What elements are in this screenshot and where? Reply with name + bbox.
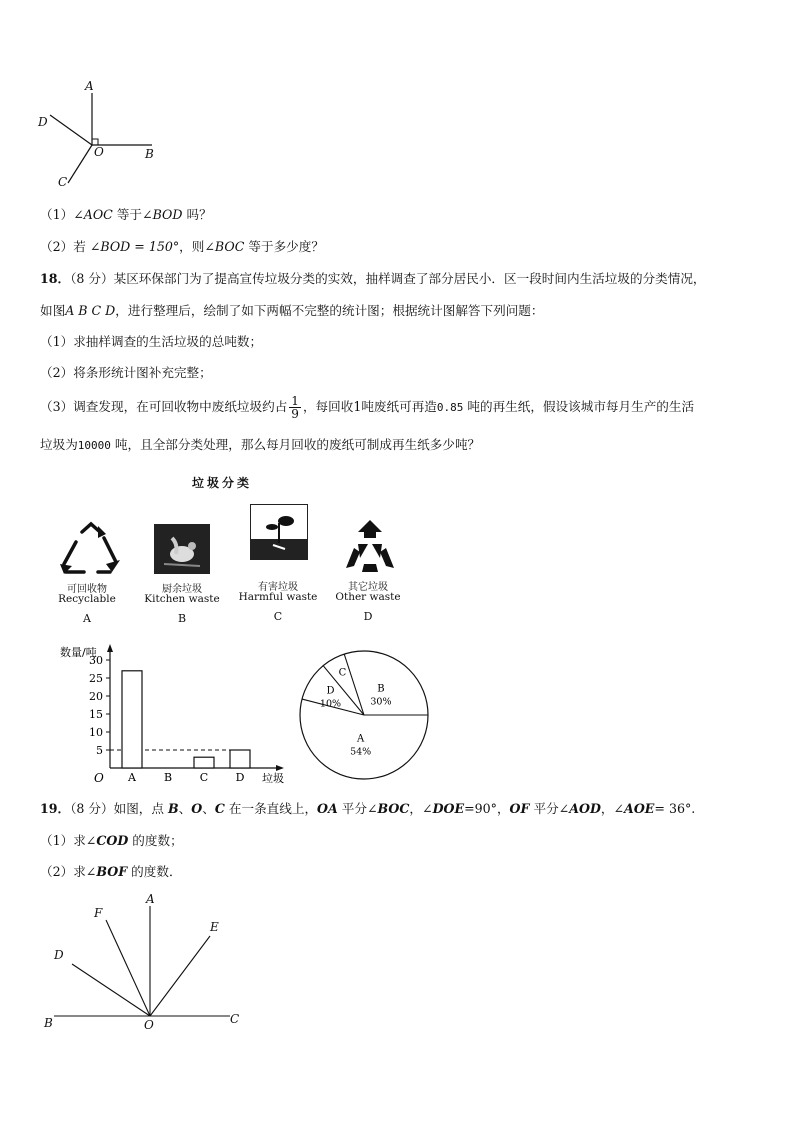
q18-sub3 bbox=[40, 393, 694, 422]
q19-sub1-a: （1）求∠ bbox=[40, 833, 97, 848]
y-axis-title: 数量/吨 bbox=[60, 646, 97, 659]
category-d-en: Other waste bbox=[335, 591, 401, 603]
y-axis-arrow bbox=[107, 644, 113, 652]
fig19-label-o: O bbox=[144, 1018, 154, 1032]
q18-line2-b: ，进行整理后，绘制了如下两幅不完整的统计图；根据统计图解答下列问题： bbox=[115, 303, 544, 318]
origin-label: O bbox=[94, 771, 104, 785]
q18-sub3-b: ，每回收1吨废纸可再造 bbox=[302, 399, 437, 414]
q17-sub2-suffix: 等于多少度？ bbox=[244, 239, 324, 254]
bar-D bbox=[230, 750, 250, 768]
q19-stem-j: BOC bbox=[377, 801, 410, 816]
q19-sub1-b: COD bbox=[96, 833, 129, 848]
fig19-label-d: D bbox=[54, 948, 64, 962]
q17-sub1-suffix: 吗？ bbox=[182, 207, 212, 222]
x-tick-label: D bbox=[235, 771, 245, 784]
q19-stem-p: AOD bbox=[569, 801, 601, 816]
q18-sub2 bbox=[40, 364, 212, 382]
category-b-en: Kitchen waste bbox=[144, 593, 220, 605]
q19-stem-m: =90°， bbox=[464, 801, 510, 816]
q19-stem-i: 平分∠ bbox=[337, 801, 378, 816]
q19-stem-o: 平分∠ bbox=[529, 801, 570, 816]
category-c-en: Harmful waste bbox=[238, 591, 318, 603]
q18-sub1-text: （1）求抽样调查的生活垃圾的总吨数； bbox=[40, 334, 263, 349]
q17-sub1 bbox=[40, 206, 212, 224]
label-c: C bbox=[58, 175, 68, 189]
category-b-letter: B bbox=[177, 612, 187, 625]
x-tick-label: B bbox=[163, 771, 173, 784]
q19-sub1 bbox=[40, 832, 183, 850]
slice-value-D: 10% bbox=[319, 698, 342, 710]
category-d-letter: D bbox=[363, 610, 373, 623]
figure-17 bbox=[30, 75, 170, 195]
category-a-en: Recyclable bbox=[58, 593, 116, 605]
bar-chart bbox=[50, 638, 300, 788]
q19-sub2-a: （2）求∠ bbox=[40, 864, 97, 879]
q18-line5 bbox=[40, 436, 480, 455]
q19-stem-c: 、 bbox=[178, 801, 192, 816]
waste-categories-figure bbox=[40, 472, 420, 632]
x-tick-label: C bbox=[199, 771, 209, 784]
q19-sub1-c: 的度数； bbox=[128, 833, 183, 848]
x-axis-title: 垃圾 bbox=[262, 772, 284, 785]
y-tick-label: 25 bbox=[89, 672, 103, 685]
category-d-cn: 其它垃圾 bbox=[348, 582, 388, 593]
q17-sub2-expr: ∠BOD = 150° bbox=[89, 239, 180, 254]
q19-stem bbox=[40, 800, 695, 818]
q19-stem-b: B bbox=[168, 801, 179, 816]
y-tick-label: 30 bbox=[89, 654, 103, 667]
q19-stem-g: 在一条直线上， bbox=[224, 801, 318, 816]
fig19-label-b: B bbox=[44, 1016, 53, 1030]
q17-sub2-expr2: ∠BOC bbox=[204, 239, 245, 254]
bar-A bbox=[122, 671, 142, 768]
q18-line1 bbox=[40, 270, 706, 288]
q18-sub1 bbox=[40, 333, 262, 351]
y-tick-label: 15 bbox=[89, 708, 103, 721]
q17-sub2 bbox=[40, 238, 324, 256]
q18-sub3-value: 0.85 bbox=[436, 401, 464, 414]
fraction-numerator: 1 bbox=[291, 394, 299, 408]
category-c-cn: 有害垃圾 bbox=[258, 582, 298, 593]
slice-label-C: C bbox=[338, 667, 347, 679]
fig19-label-a: A bbox=[146, 892, 155, 906]
bar-C bbox=[194, 757, 214, 768]
fraction-denominator: 9 bbox=[291, 407, 299, 421]
q18-line1-text: （8 分）某区环保部门为了提高宣传垃圾分类的实效，抽样调查了部分居民小．区一段时间内生活垃圾的分类情况， bbox=[70, 271, 706, 286]
q19-number: 19． bbox=[40, 801, 71, 816]
fraction-one-ninth bbox=[289, 395, 301, 420]
label-b: B bbox=[145, 147, 154, 161]
q19-stem-a: （8 分）如图，点 bbox=[70, 801, 169, 816]
q17-sub1-mid: 等于 bbox=[112, 207, 143, 222]
q18-line2-expr: A B C D bbox=[65, 303, 116, 318]
q19-sub2-b: BOF bbox=[96, 864, 128, 879]
label-d: D bbox=[38, 115, 48, 129]
q19-stem-s: = 36°. bbox=[654, 801, 696, 816]
q18-sub2-text: （2）将条形统计图补充完整； bbox=[40, 365, 212, 380]
q18-line5-a: 垃圾为 bbox=[40, 437, 78, 452]
slice-label-B: B bbox=[377, 683, 385, 695]
label-o: O bbox=[94, 145, 104, 159]
q19-stem-n: OF bbox=[509, 801, 530, 816]
q19-stem-r: AOE bbox=[624, 801, 655, 816]
q19-stem-f: C bbox=[214, 801, 225, 816]
fig19-label-f: F bbox=[94, 906, 103, 920]
q19-sub2 bbox=[40, 863, 182, 881]
kitchen-waste-icon bbox=[154, 524, 210, 574]
recyclable-icon bbox=[58, 520, 124, 580]
x-axis-arrow bbox=[276, 765, 284, 771]
harmful-waste-icon bbox=[250, 504, 308, 560]
other-waste-icon bbox=[340, 518, 400, 578]
pie-chart bbox=[294, 645, 434, 785]
q18-sub3-a: （3）调查发现，在可回收物中废纸垃圾约占 bbox=[40, 399, 288, 414]
q19-stem-l: DOE bbox=[432, 801, 465, 816]
q18-line2 bbox=[40, 302, 543, 320]
slice-label-A: A bbox=[357, 733, 365, 745]
figure-19 bbox=[40, 890, 260, 1040]
q19-stem-k: ，∠ bbox=[409, 801, 433, 816]
categories-title: 垃圾分类 bbox=[192, 476, 253, 490]
q19-sub2-c: 的度数． bbox=[127, 864, 182, 879]
category-a-letter: A bbox=[83, 612, 91, 625]
q19-stem-h: OA bbox=[317, 801, 338, 816]
q18-number: 18． bbox=[40, 271, 71, 286]
x-tick-label: A bbox=[128, 771, 136, 784]
fig19-label-e: E bbox=[210, 920, 219, 934]
q17-sub1-prefix: （1） bbox=[40, 207, 74, 222]
fig19-label-c: C bbox=[230, 1012, 240, 1026]
q19-stem-d: O bbox=[191, 801, 203, 816]
slice-value-B: 30% bbox=[370, 696, 392, 708]
y-tick-label: 20 bbox=[89, 690, 103, 703]
q18-sub3-c: 吨的再生纸，假设该城市每月生产的生活 bbox=[463, 399, 695, 414]
q19-stem-e: 、 bbox=[202, 801, 215, 816]
q17-sub1-expr2: ∠BOD bbox=[142, 207, 183, 222]
category-c-letter: C bbox=[273, 610, 283, 623]
figure-17-lines bbox=[30, 75, 170, 195]
q18-line2-a: 如图 bbox=[40, 303, 66, 318]
label-a: A bbox=[85, 79, 94, 93]
slice-label-D: D bbox=[326, 685, 335, 697]
q19-stem-q: ，∠ bbox=[600, 801, 625, 816]
q18-line5-b: 吨，且全部分类处理，那么每月回收的废纸可制成再生纸多少吨？ bbox=[110, 437, 481, 452]
q17-sub2-mid: ，则 bbox=[179, 239, 205, 254]
q18-line5-value: 10000 bbox=[77, 439, 111, 452]
category-b-cn: 厨余垃圾 bbox=[162, 584, 202, 595]
y-tick-label: 5 bbox=[96, 744, 103, 757]
slice-value-A: 54% bbox=[350, 746, 372, 758]
q17-sub1-expr: ∠AOC bbox=[73, 207, 113, 222]
category-a-cn: 可回收物 bbox=[67, 584, 107, 595]
y-tick-label: 10 bbox=[89, 726, 103, 739]
q17-sub2-prefix: （2）若 bbox=[40, 239, 90, 254]
